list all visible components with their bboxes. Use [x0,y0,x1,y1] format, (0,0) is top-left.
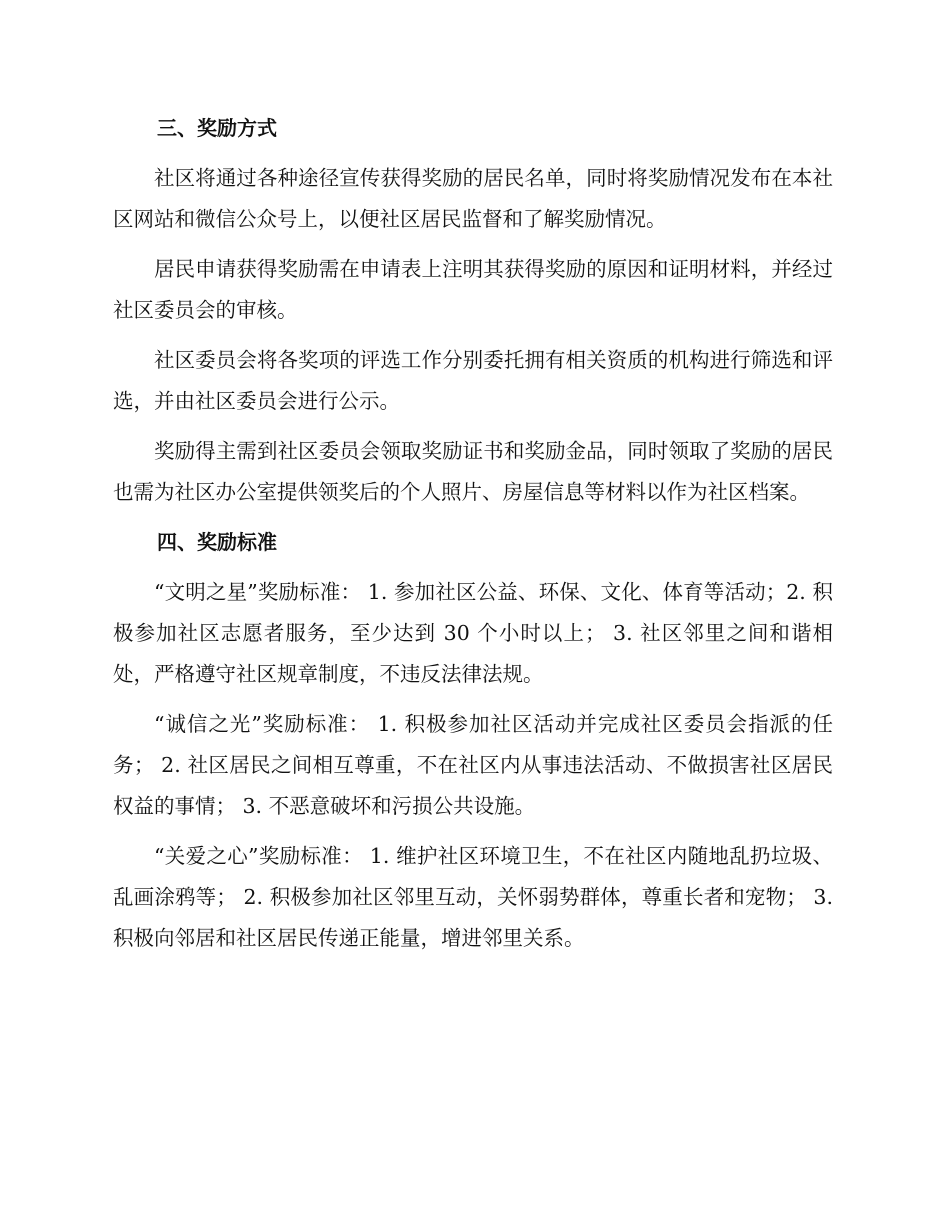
paragraph: 居民申请获得奖励需在申请表上注明其获得奖励的原因和证明材料，并经过社区委员会的审核。 [113,257,833,322]
section-heading-reward-method: 三、奖励方式 [157,116,277,140]
paragraph: 社区委员会将各奖项的评选工作分别委托拥有相关资质的机构进行筛选和评选，并由社区委员会进行公示。 [113,348,833,413]
section-heading-reward-standard: 四、奖励标准 [157,530,277,554]
paragraph: 社区将通过各种途径宣传获得奖励的居民名单，同时将奖励情况发布在本社区网站和微信公众号上，以便社区居民监督和了解奖励情况。 [113,166,833,231]
paragraph: 奖励得主需到社区委员会领取奖励证书和奖励金品，同时领取了奖励的居民也需为社区办公室提供领奖后的个人照片、房屋信息等材料以作为社区档案。 [113,439,833,504]
paragraph-light-of-integrity: “诚信之光”奖励标准： 1. 积极参加社区活动并完成社区委员会指派的任务； 2. 社区居民之间相互尊重，不在社区内从事违法活动、不做损害社区居民权益的事情； 3. 不恶意破坏和污损公共设施。 [113,712,833,818]
paragraph-star-of-civility: “文明之星”奖励标准： 1. 参加社区公益、环保、文化、体育等活动；2. 积极参加社区志愿者服务，至少达到 30 个小时以上； 3. 社区邻里之间和谐相处，严格遵守社区规章制度，不违反法律法规。 [113,580,833,686]
paragraph-heart-of-care: “关爱之心”奖励标准： 1. 维护社区环境卫生，不在社区内随地乱扔垃圾、乱画涂鸦等； 2. 积极参加社区邻里互动，关怀弱势群体，尊重长者和宠物； 3. 积极向邻居和社区居民传递正能量，增进邻里关系。 [113,844,833,950]
document-body [113,108,833,968]
